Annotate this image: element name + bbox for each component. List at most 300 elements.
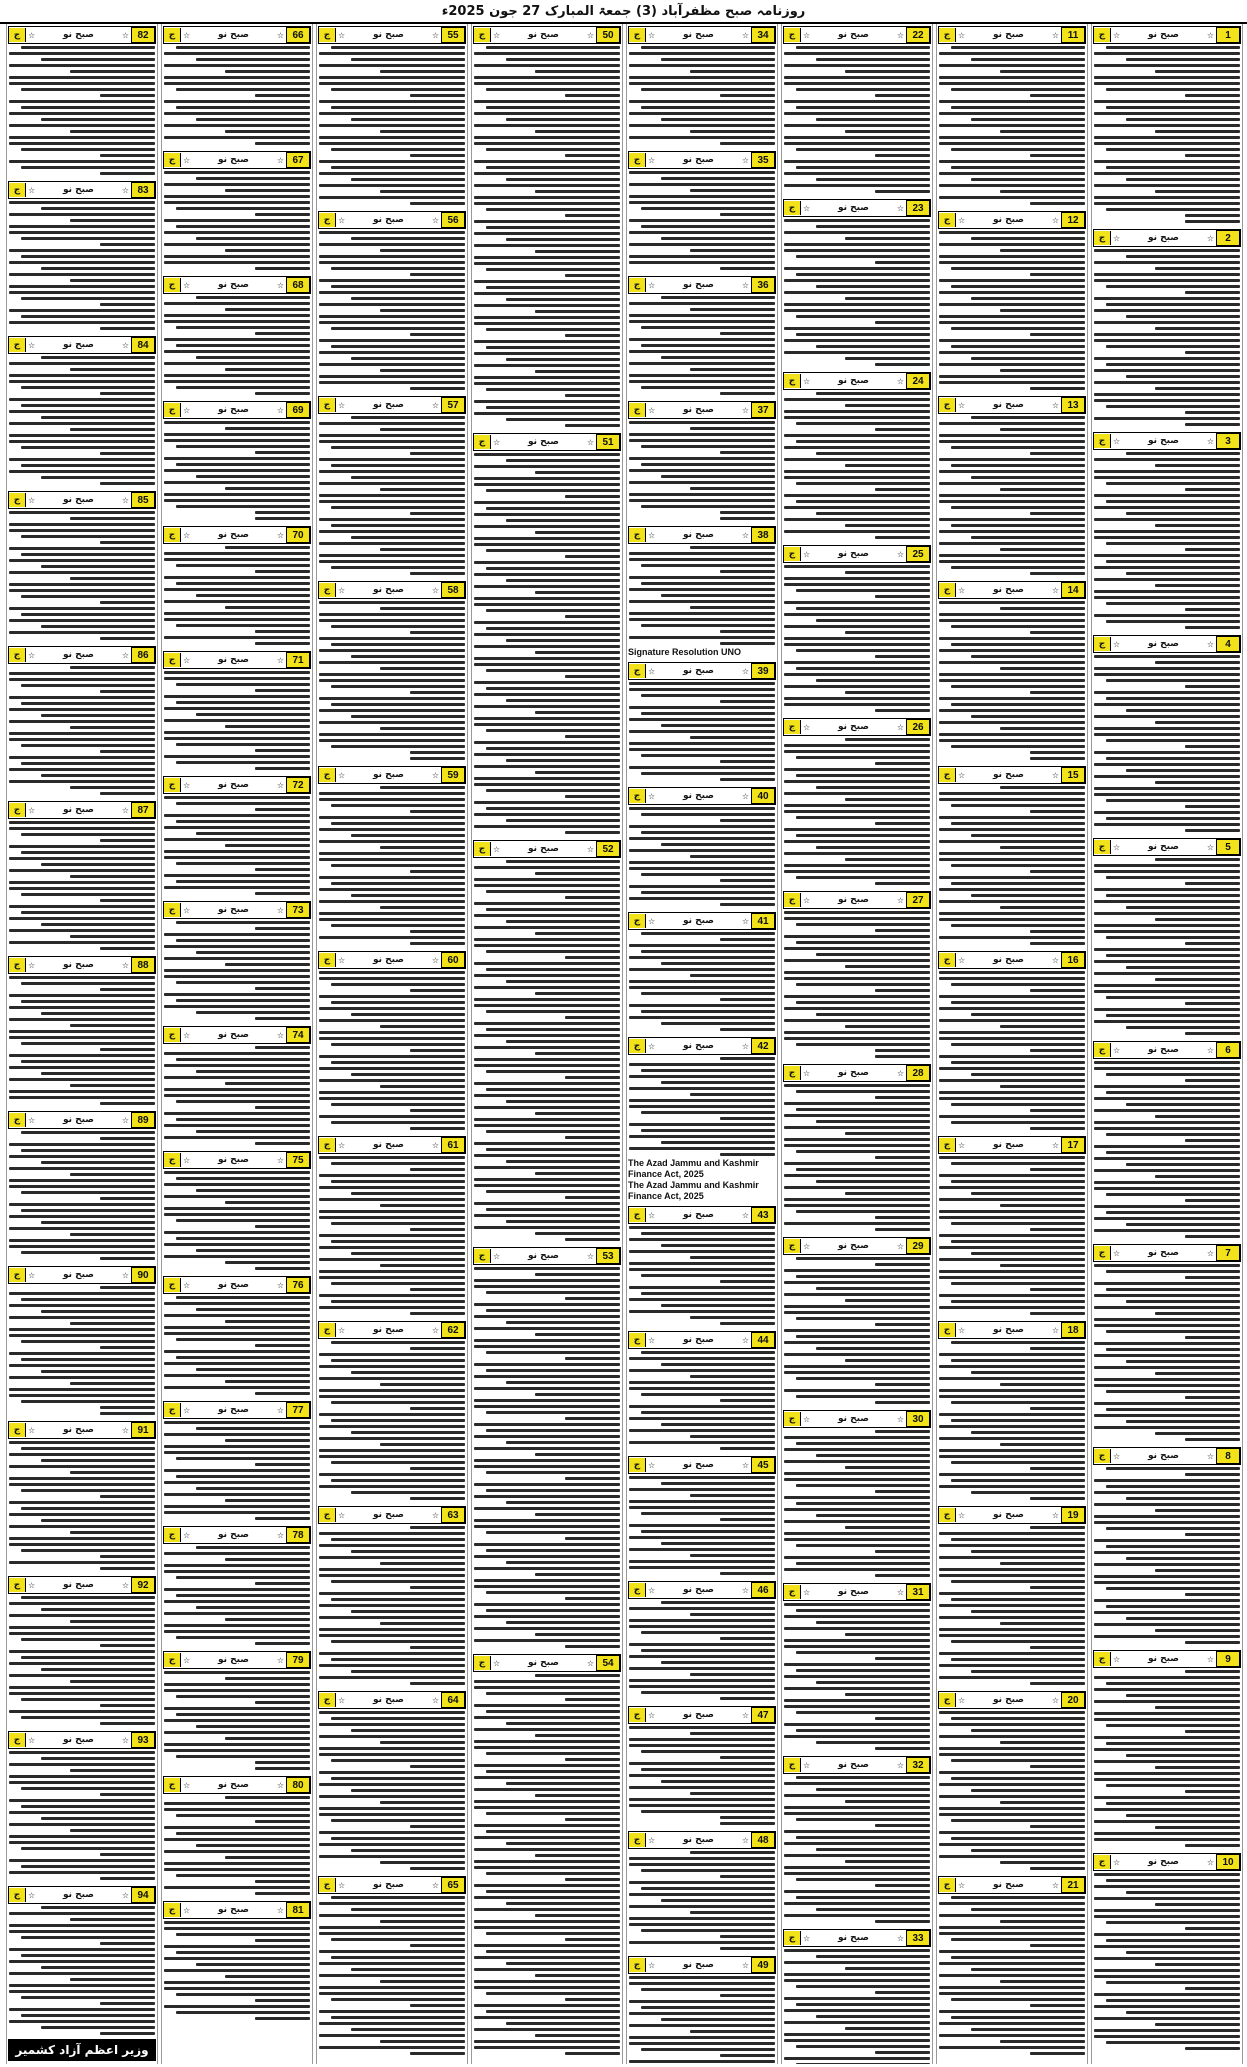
text-line <box>474 573 620 576</box>
text-line <box>971 237 1085 240</box>
text-line <box>319 971 465 974</box>
article-block <box>783 1062 931 1233</box>
article-number: 54 <box>596 1655 620 1671</box>
article-block <box>318 1874 466 2057</box>
star-icon: ☆ <box>741 1710 749 1720</box>
section-mark-icon: ج <box>319 1323 336 1337</box>
text-line <box>9 1245 155 1248</box>
text-line <box>474 974 620 977</box>
article-block <box>938 24 1086 207</box>
article-heading: صبح نو <box>217 1905 249 1915</box>
text-line <box>1094 2035 1240 2038</box>
text-line <box>474 382 620 385</box>
article-body-text <box>938 229 1086 392</box>
text-line <box>9 1823 155 1826</box>
text-line <box>474 52 620 55</box>
text-line <box>720 1994 775 1997</box>
article-number: 14 <box>1061 582 1085 598</box>
text-line <box>1030 2052 1085 2055</box>
text-line <box>319 649 465 652</box>
text-line <box>164 1386 310 1389</box>
text-line <box>486 1531 620 1534</box>
text-line <box>410 1586 465 1589</box>
text-line <box>9 1227 155 1230</box>
text-line <box>1030 1765 1085 1768</box>
text-line <box>939 1031 1085 1034</box>
text-line <box>319 721 465 724</box>
text-line <box>319 470 465 473</box>
text-line <box>629 439 775 442</box>
text-line <box>164 850 310 853</box>
star-icon: ☆ <box>1051 1880 1059 1890</box>
text-line <box>9 1388 155 1391</box>
star-icon: ☆ <box>648 1335 656 1345</box>
text-line <box>939 1592 1085 1595</box>
article-block <box>163 24 311 147</box>
section-mark-icon: ج <box>9 183 26 197</box>
article-block <box>163 1274 311 1397</box>
text-line <box>100 792 155 795</box>
text-line <box>474 1345 620 1348</box>
text-line <box>939 231 1085 234</box>
text-line <box>939 1723 1085 1726</box>
text-line <box>41 1757 155 1760</box>
text-line <box>196 1070 310 1073</box>
article-heading: صبح نو <box>992 1695 1024 1705</box>
section-mark-icon: ج <box>784 1931 801 1945</box>
text-line <box>816 512 930 515</box>
text-line <box>474 304 620 307</box>
section-mark-icon: ج <box>319 768 336 782</box>
star-icon: ☆ <box>28 1425 36 1435</box>
text-line <box>331 1001 465 1004</box>
text-line <box>486 1830 620 1833</box>
text-line <box>784 1687 930 1690</box>
text-line <box>661 356 775 359</box>
text-line <box>21 535 155 538</box>
text-line <box>331 1162 465 1165</box>
text-line <box>176 505 310 508</box>
star-icon: ☆ <box>648 1041 656 1051</box>
text-line <box>784 810 930 813</box>
text-line <box>474 1166 620 1169</box>
text-line <box>629 956 775 959</box>
text-line <box>9 1006 155 1009</box>
text-line <box>641 1768 775 1771</box>
text-line <box>784 100 930 103</box>
article-heading: صبح نو <box>992 400 1024 410</box>
text-line <box>1094 1993 1240 1996</box>
text-line <box>164 195 310 198</box>
text-line <box>319 1962 465 1965</box>
article-block <box>783 716 931 887</box>
section-mark-icon: ج <box>164 653 181 667</box>
text-line <box>474 2016 620 2019</box>
text-line <box>720 1117 775 1120</box>
text-line <box>1094 984 1240 987</box>
section-mark-icon: ج <box>164 278 181 292</box>
text-line <box>474 1519 620 1522</box>
text-line <box>629 1105 775 1108</box>
article-block <box>938 1689 1086 1872</box>
star-icon: ☆ <box>183 1530 191 1540</box>
star-icon: ☆ <box>276 30 284 40</box>
text-line <box>690 1093 775 1096</box>
section-mark-icon: ج <box>164 903 181 917</box>
text-line <box>951 1837 1085 1840</box>
text-line <box>641 1129 775 1132</box>
text-line <box>176 761 310 764</box>
star-icon: ☆ <box>1113 30 1121 40</box>
text-line <box>319 124 465 127</box>
text-line <box>1094 82 1240 85</box>
text-line <box>474 322 620 325</box>
text-line <box>9 1561 155 1564</box>
article-number: 30 <box>906 1411 930 1427</box>
text-line <box>951 524 1085 527</box>
text-line <box>951 1240 1085 1243</box>
text-line <box>351 1610 465 1613</box>
article-body-text <box>318 784 466 947</box>
text-line <box>629 1941 775 1944</box>
text-line <box>796 1150 930 1153</box>
newspaper-page <box>4 24 1243 2064</box>
text-line <box>939 2022 1085 2025</box>
text-line <box>641 386 775 389</box>
text-line <box>486 1950 620 1953</box>
text-line <box>875 1228 930 1231</box>
article-heading-bar <box>163 26 311 44</box>
text-line <box>796 1836 930 1839</box>
article-heading: صبح نو <box>372 1695 404 1705</box>
text-line <box>474 1184 620 1187</box>
text-line <box>951 1938 1085 1941</box>
text-line <box>951 1640 1085 1643</box>
article-body-text <box>1093 44 1241 225</box>
text-line <box>629 64 775 67</box>
text-line <box>196 1368 310 1371</box>
text-line <box>9 1871 155 1874</box>
text-line <box>100 1346 155 1349</box>
text-line <box>720 1756 775 1759</box>
article-block <box>318 24 466 207</box>
text-line <box>21 1042 155 1045</box>
text-line <box>380 130 465 133</box>
star-icon: ☆ <box>338 215 346 225</box>
text-line <box>1094 912 1240 915</box>
text-line <box>319 1473 465 1476</box>
section-mark-icon: ج <box>939 398 956 412</box>
text-line <box>9 261 155 264</box>
text-line <box>176 939 310 942</box>
text-line <box>1094 1067 1240 1070</box>
text-line <box>629 1619 775 1622</box>
article-heading: صبح نو <box>217 780 249 790</box>
article-number: 44 <box>751 1332 775 1348</box>
text-line <box>319 1926 465 1929</box>
text-line <box>21 595 155 598</box>
text-line <box>255 749 310 752</box>
text-line <box>319 1097 465 1100</box>
text-line <box>21 1656 155 1659</box>
text-line <box>319 1592 465 1595</box>
text-line <box>70 1978 155 1981</box>
text-line <box>939 1174 1085 1177</box>
text-line <box>1126 315 1240 318</box>
text-line <box>939 112 1085 115</box>
article-heading-bar <box>473 1654 621 1672</box>
text-line <box>100 2032 155 2035</box>
text-line <box>319 136 465 139</box>
text-line <box>331 1998 465 2001</box>
star-icon: ☆ <box>431 585 439 595</box>
text-line <box>474 1124 620 1127</box>
text-line <box>1106 817 1240 820</box>
star-icon: ☆ <box>338 1325 346 1335</box>
section-mark-icon: ج <box>164 28 181 42</box>
article-number: 34 <box>751 27 775 43</box>
text-line <box>255 767 310 770</box>
article-heading-bar <box>628 1206 776 1224</box>
article-body-text <box>318 229 466 392</box>
text-line <box>784 124 930 127</box>
text-line <box>1185 1276 1240 1279</box>
article-number: 79 <box>286 1652 310 1668</box>
text-line <box>319 261 465 264</box>
text-line <box>1106 1330 1240 1333</box>
text-line <box>1094 2017 1240 2020</box>
english-text: The Azad Jammu and Kashmir Finance Act, 2025 <box>628 1158 759 1179</box>
text-line <box>1094 1885 1240 1888</box>
text-line <box>875 488 930 491</box>
text-line <box>1094 1097 1240 1100</box>
text-line <box>875 1550 930 1553</box>
text-line <box>661 1423 775 1426</box>
text-line <box>331 1717 465 1720</box>
text-line <box>565 896 620 899</box>
text-line <box>225 1261 310 1264</box>
text-line <box>351 1371 465 1374</box>
text-line <box>939 470 1085 473</box>
text-line <box>9 410 155 413</box>
text-line <box>176 1933 310 1936</box>
text-line <box>939 858 1085 861</box>
star-icon: ☆ <box>121 30 129 40</box>
text-line <box>486 567 620 570</box>
text-line <box>319 733 465 736</box>
text-line <box>784 303 930 306</box>
text-line <box>1094 1479 1240 1482</box>
text-line <box>176 1713 310 1716</box>
text-line <box>164 612 310 615</box>
text-line <box>535 1794 620 1797</box>
text-line <box>784 1556 930 1559</box>
text-line <box>939 1437 1085 1440</box>
text-line <box>629 682 775 685</box>
text-line <box>629 1881 775 1884</box>
text-line <box>784 1037 930 1040</box>
text-line <box>784 136 930 139</box>
star-icon: ☆ <box>183 905 191 915</box>
text-line <box>1094 1820 1240 1823</box>
text-line <box>1094 273 1240 276</box>
text-line <box>41 1072 155 1075</box>
star-icon: ☆ <box>741 1210 749 1220</box>
text-line <box>939 1652 1085 1655</box>
section-mark-icon: ج <box>474 435 491 449</box>
text-line <box>629 1786 775 1789</box>
article-heading-bar <box>8 1266 156 1284</box>
text-line <box>164 588 310 591</box>
text-line <box>164 1493 310 1496</box>
text-line <box>319 291 465 294</box>
text-line <box>1094 1599 1240 1602</box>
text-line <box>1106 1981 1240 1984</box>
text-line <box>1000 1562 1085 1565</box>
text-line <box>951 1759 1085 1762</box>
text-line <box>331 1598 465 1601</box>
text-line <box>796 876 930 879</box>
text-line <box>9 1483 155 1486</box>
article-heading: صبح نو <box>62 340 94 350</box>
text-line <box>939 739 1085 742</box>
star-icon: ☆ <box>648 530 656 540</box>
text-line <box>176 463 310 466</box>
text-line <box>1106 1682 1240 1685</box>
text-line <box>474 681 620 684</box>
section-mark-icon: ج <box>1094 434 1111 448</box>
text-line <box>9 1841 155 1844</box>
text-line <box>331 285 465 288</box>
article-block <box>628 399 776 522</box>
article-heading: صبح نو <box>372 770 404 780</box>
text-line <box>629 1298 775 1301</box>
text-line <box>641 1393 775 1396</box>
column-8 <box>6 24 158 2064</box>
text-line <box>255 1463 310 1466</box>
text-line <box>939 339 1085 342</box>
text-line <box>486 1010 620 1013</box>
star-icon: ☆ <box>586 844 594 854</box>
text-line <box>796 1544 930 1547</box>
text-line <box>41 1966 155 1969</box>
article-number: 75 <box>286 1152 310 1168</box>
article-heading-bar <box>163 1026 311 1044</box>
text-line <box>796 46 930 49</box>
text-line <box>164 1350 310 1353</box>
text-line <box>1094 321 1240 324</box>
text-line <box>565 1758 620 1761</box>
text-line <box>486 1351 620 1354</box>
text-line <box>939 1986 1085 1989</box>
article-body-text <box>1093 247 1241 428</box>
text-line <box>9 374 155 377</box>
text-line <box>629 1441 775 1444</box>
text-line <box>70 666 155 669</box>
section-mark-icon: ج <box>1094 1043 1111 1057</box>
text-line <box>1106 208 1240 211</box>
article-block <box>628 1704 776 1827</box>
text-line <box>1094 184 1240 187</box>
article-body-text <box>318 1339 466 1502</box>
section-mark-icon: ج <box>939 1138 956 1152</box>
article-heading-bar <box>628 276 776 294</box>
text-line <box>784 1508 930 1511</box>
text-line <box>164 1302 310 1305</box>
text-line <box>100 1412 155 1415</box>
section-mark-icon: ج <box>629 789 646 803</box>
text-line <box>629 1226 775 1229</box>
text-line <box>1155 464 1240 467</box>
text-line <box>351 357 465 360</box>
article-body-text <box>473 1265 621 1650</box>
section-mark-icon: ج <box>474 1656 491 1670</box>
text-line <box>319 321 465 324</box>
text-line <box>629 1099 775 1102</box>
text-line <box>1185 1002 1240 1005</box>
text-line <box>351 1550 465 1553</box>
text-line <box>1155 70 1240 73</box>
text-line <box>629 1655 775 1658</box>
text-line <box>474 1944 620 1947</box>
text-line <box>9 1066 155 1069</box>
text-line <box>535 2034 620 2037</box>
star-icon: ☆ <box>121 1735 129 1745</box>
text-line <box>1000 1204 1085 1207</box>
star-icon: ☆ <box>276 1405 284 1415</box>
text-line <box>629 493 775 496</box>
text-line <box>164 1624 310 1627</box>
text-line <box>629 1643 775 1646</box>
text-line <box>196 475 310 478</box>
text-line <box>629 1982 775 1985</box>
text-line <box>816 1848 930 1851</box>
text-line <box>971 1073 1085 1076</box>
star-icon: ☆ <box>1206 30 1214 40</box>
article-block <box>783 197 931 368</box>
text-line <box>939 1974 1085 1977</box>
text-line <box>21 46 155 49</box>
text-line <box>380 190 465 193</box>
text-line <box>319 1365 465 1368</box>
text-line <box>784 1538 930 1541</box>
text-line <box>939 1156 1085 1159</box>
text-line <box>939 351 1085 354</box>
article-number: 45 <box>751 1457 775 1473</box>
text-line <box>784 506 930 509</box>
text-line <box>784 1174 930 1177</box>
article-heading: صبح نو <box>527 30 559 40</box>
text-line <box>9 458 155 461</box>
text-line <box>319 1711 465 1714</box>
article-block <box>783 370 931 541</box>
text-line <box>474 585 620 588</box>
text-line <box>331 685 465 688</box>
text-line <box>474 244 620 247</box>
text-line <box>629 1917 775 1920</box>
star-icon: ☆ <box>1051 1140 1059 1150</box>
text-line <box>486 1369 620 1372</box>
text-line <box>939 82 1085 85</box>
text-line <box>629 766 775 769</box>
article-number: 38 <box>751 527 775 543</box>
text-line <box>1126 1694 1240 1697</box>
text-line <box>875 1049 930 1052</box>
article-body-text <box>628 44 776 147</box>
text-line <box>816 178 930 181</box>
text-line <box>951 2016 1085 2019</box>
text-line <box>1106 500 1240 503</box>
